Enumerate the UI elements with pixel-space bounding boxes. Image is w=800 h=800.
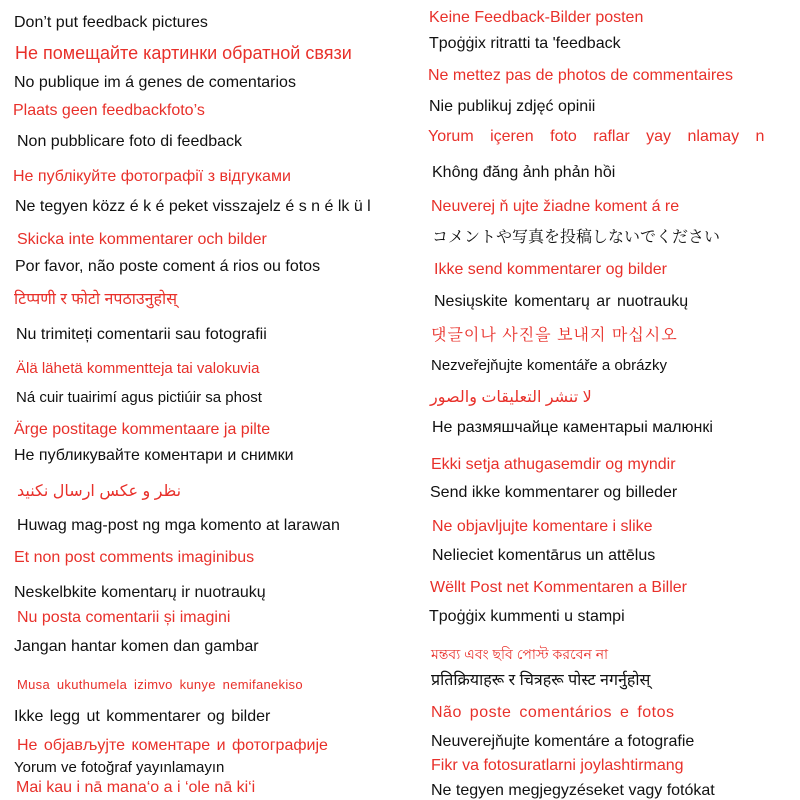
notice-line: Et non post comments imaginibus <box>14 549 255 566</box>
notice-line: Ärge postitage kommentaare ja pilte <box>14 421 271 438</box>
notice-line: Skicka inte kommentarer och bilder <box>17 231 267 248</box>
notice-line: Ná cuir tuairimí agus pictiúir sa phost <box>16 389 262 406</box>
notice-line: Musa ukuthumela izimvo kunye nemifanekiso <box>17 677 303 692</box>
notice-line: Yorum ve fotoğraf yayınlamayın <box>14 759 225 776</box>
notice-line: टिप्पणी र फोटो नपठाउनुहोस् <box>14 291 178 308</box>
notice-line: Plaats geen feedbackfoto’s <box>13 102 205 119</box>
right-column <box>415 0 800 800</box>
notice-line: Nu trimiteți comentarii sau fotografii <box>16 326 267 343</box>
notice-line: Ekki setja athugasemdir og myndir <box>431 456 676 473</box>
notice-line: Ne tegyen megjegyzéseket vagy fotókat <box>431 782 715 799</box>
notice-line: لا تنشر التعليقات والصور <box>430 389 592 406</box>
notice-line: Không đăng ảnh phản hồi <box>432 164 616 181</box>
notice-line: Ne tegyen közz é k é peket visszajelz é s n é lk ü l <box>15 198 371 215</box>
notice-line: Non pubblicare foto di feedback <box>17 133 243 150</box>
notice-line: Ne objavljujte komentare i slike <box>432 518 653 535</box>
notice-line: Neuverej ň ujte žiadne koment á re <box>431 198 680 215</box>
notice-line: Jangan hantar komen dan gambar <box>14 638 259 655</box>
notice-line: Keine Feedback-Bilder posten <box>429 9 644 26</box>
notice-line: মন্তব্য এবং ছবি পোস্ট করবেন না <box>431 646 609 662</box>
notice-line: Por favor, não poste coment á rios ou fotos <box>15 258 321 275</box>
notice-line: Ne mettez pas de photos de commentaires <box>428 67 734 84</box>
notice-line: Ikke legg ut kommentarer og bilder <box>14 708 271 725</box>
notice-line: Yorum içeren foto raflar yay nlamay n <box>428 128 765 145</box>
notice-line: Не објављујте коментаре и фотографије <box>17 737 328 754</box>
notice-line: Älä lähetä kommentteja tai valokuvia <box>16 360 260 377</box>
notice-line: Neuverejňujte komentáre a fotografie <box>431 733 695 750</box>
notice-line: Не публікуйте фотографії з відгуками <box>13 168 291 185</box>
notice-line: Mai kau i nā mana‘o a i ‘ole nā ki‘i <box>16 779 256 796</box>
notice-line: Tpoġġix kummenti u stampi <box>429 608 625 625</box>
notice-line: Nie publikuj zdjęć opinii <box>429 98 596 115</box>
notice-line: No publique im á genes de comentarios <box>14 74 296 91</box>
notice-line: Не размяшчайце каментарыі малюнкі <box>432 419 713 436</box>
left-column <box>0 0 395 800</box>
notice-line: Nelieciet komentārus un attēlus <box>432 547 656 564</box>
notice-line: Não poste comentários e fotos <box>431 704 675 721</box>
notice-line: Wëllt Post net Kommentaren a Biller <box>430 579 687 596</box>
notice-line: コメントや写真を投稿しないでください <box>432 229 721 246</box>
notice-line: Neskelbkite komentarų ir nuotraukų <box>14 584 266 601</box>
notice-line: Don’t put feedback pictures <box>14 14 208 31</box>
notice-line: Huwag mag-post ng mga komento at larawan <box>17 517 340 534</box>
notice-line: Ikke send kommentarer og bilder <box>434 261 667 278</box>
notice-line: Send ikke kommentarer og billeder <box>430 484 678 501</box>
notice-line: Nezveřejňujte komentáře a obrázky <box>431 357 667 374</box>
notice-line: Не публикувайте коментари и снимки <box>14 447 294 464</box>
notice-line: 댓글이나 사진을 보내지 마십시오 <box>431 327 678 344</box>
notice-line: प्रतिक्रियाहरू र चित्रहरू पोस्ट नगर्नुहोस् <box>431 672 651 689</box>
notice-line: Fikr va fotosuratlarni joylashtirmang <box>431 757 684 774</box>
notice-line: Nesiųskite komentarų ar nuotraukų <box>434 293 689 310</box>
notice-line: Не помещайте картинки обратной связи <box>15 43 352 63</box>
notice-line: Nu posta comentarii și imagini <box>17 609 231 626</box>
notice-line: نظر و عکس ارسال نکنید <box>17 483 182 500</box>
notice-line: Tpoġġix ritratti ta 'feedback <box>429 35 621 52</box>
